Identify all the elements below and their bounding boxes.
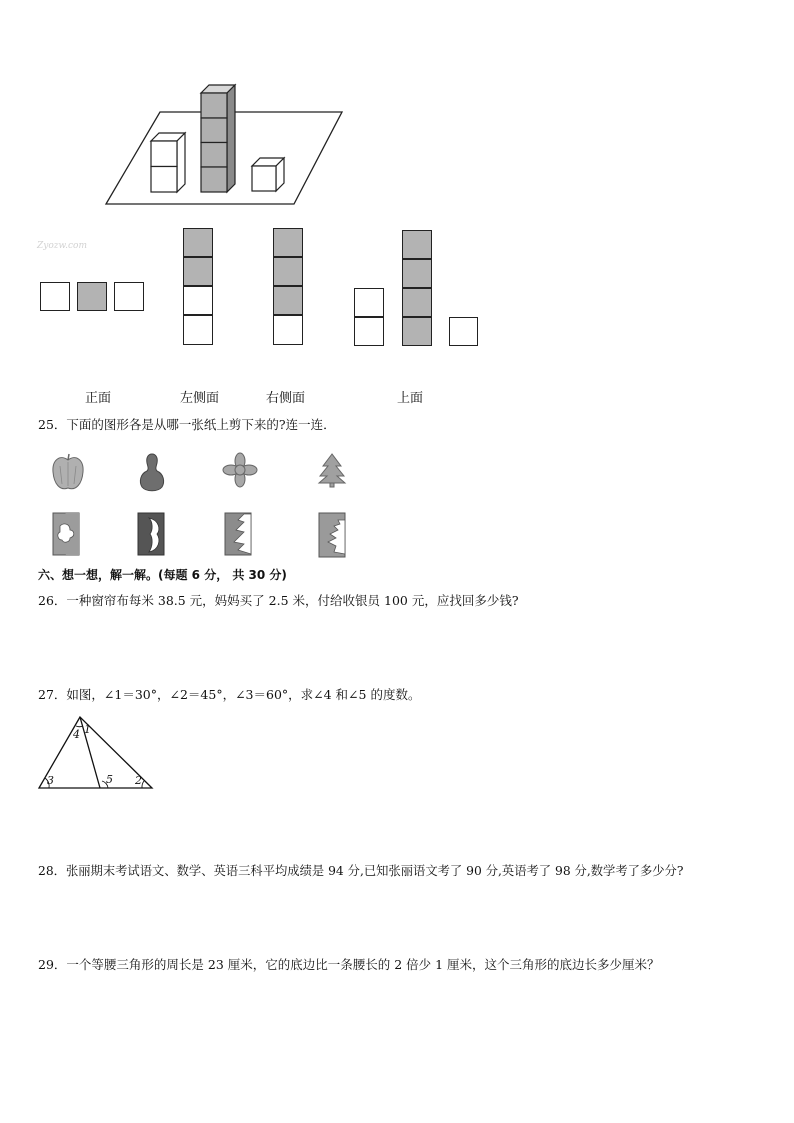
view-square-gray [273, 286, 303, 315]
view-square [354, 288, 384, 317]
angle-label-4: 4 [73, 728, 80, 741]
angle-label-5: 5 [106, 773, 113, 786]
gourd-icon [137, 452, 167, 492]
view-square [273, 315, 303, 345]
view-label-top: 上面 [397, 391, 424, 406]
view-square [183, 315, 213, 345]
paper-d [318, 512, 346, 558]
paper-b [137, 512, 165, 556]
view-label-front: 正面 [85, 391, 112, 406]
view-square-gray [183, 228, 213, 257]
angle-label-2: 2 [135, 774, 142, 787]
question-27: 27．如图，∠1＝30°，∠2＝45°，∠3＝60°，求∠4 和∠5 的度数。 [38, 687, 421, 702]
view-square [449, 317, 478, 346]
question-28: 28．张丽期末考试语文、数学、英语三科平均成绩是 94 分,已知张丽语文考了 90 分,英语考了 98 分,数学考了多少分? [38, 864, 684, 878]
right-single-cube [252, 158, 284, 191]
watermark: Zyozw.com [37, 241, 87, 251]
tall-cube-stack [201, 85, 235, 192]
view-square [114, 282, 144, 311]
question-26: 26．一种窗帘布每米 38.5 元，妈妈买了 2.5 米，付给收银员 100 元，应找回多少钱? [38, 593, 519, 608]
view-square-gray [183, 257, 213, 286]
view-square-gray [402, 259, 432, 288]
question-29: 29．一个等腰三角形的周长是 23 厘米，它的底边比一条腰长的 2 倍少 1 厘米，这个三角形的底边长多少厘米？ [38, 957, 660, 972]
view-square [40, 282, 70, 311]
view-square-gray [273, 257, 303, 286]
view-square-gray [402, 288, 432, 317]
view-square [354, 317, 384, 346]
view-square-gray [273, 228, 303, 257]
view-label-left: 左侧面 [180, 391, 220, 406]
angle-label-3: 3 [47, 774, 54, 787]
cube-stack-figure [100, 82, 350, 208]
left-cube-stack [151, 133, 185, 192]
view-square-gray [402, 317, 432, 346]
view-square-gray [402, 230, 432, 259]
question-25: 25．下面的图形各是从哪一张纸上剪下来的?连一连． [38, 417, 336, 432]
apple-icon [50, 452, 86, 492]
paper-a [52, 512, 80, 556]
angle-label-1: 1 [84, 723, 91, 736]
paper-c [224, 512, 252, 556]
view-square-gray [77, 282, 107, 311]
view-label-right: 右侧面 [266, 391, 306, 406]
view-square [183, 286, 213, 315]
tree-icon [316, 452, 348, 488]
flower-icon [222, 452, 258, 488]
section-6-title: 六、想一想，解一解。(每题 6 分， 共 30 分) [38, 568, 287, 582]
